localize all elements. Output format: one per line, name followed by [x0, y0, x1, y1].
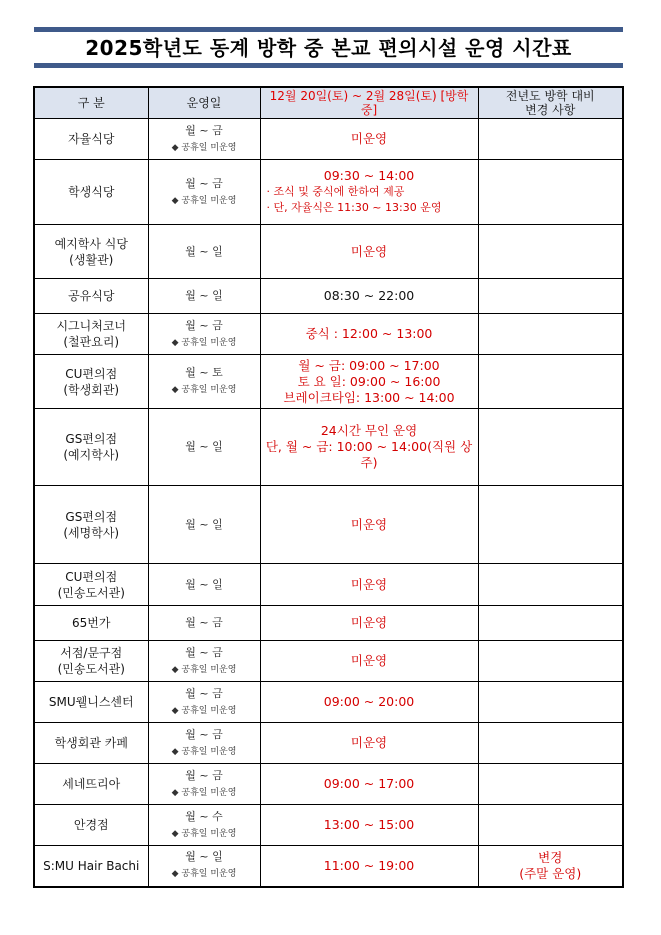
- operating-days: 월 ~ 금 ◆ 공휴일 미운영: [148, 764, 260, 805]
- hours-cell: 09:00 ~ 17:00: [260, 764, 478, 805]
- operating-days: 월 ~ 일: [148, 564, 260, 606]
- operating-days: 월 ~ 금 ◆ 공휴일 미운영: [148, 314, 260, 355]
- facility-name: GS편의점 (예지학사): [34, 409, 148, 486]
- operating-days: 월 ~ 금: [148, 606, 260, 641]
- table-row: [34, 279, 623, 314]
- hours-cell: 미운영: [260, 723, 478, 764]
- change-cell: [478, 119, 623, 160]
- change-cell: [478, 606, 623, 641]
- hours-cell: 미운영: [260, 225, 478, 279]
- facility-name: 학생회관 카페: [34, 723, 148, 764]
- change-cell: [478, 564, 623, 606]
- change-cell: [478, 846, 623, 887]
- facility-name: S:MU Hair Bachi: [34, 846, 148, 887]
- change-cell: [478, 682, 623, 723]
- page-title: 2025학년도 동계 방학 중 본교 편의시설 운영 시간표: [85, 36, 572, 60]
- table-row: [34, 355, 623, 409]
- hours-cell: 미운영: [260, 641, 478, 682]
- change-label: 변경: [538, 849, 563, 865]
- diamond-icon: ◆: [171, 385, 179, 395]
- change-detail: (주말 운영): [519, 865, 582, 881]
- table-row: [34, 641, 623, 682]
- change-cell: [478, 723, 623, 764]
- header-category: 구 분: [34, 87, 148, 119]
- facility-name: 65번가: [34, 606, 148, 641]
- table-row: [34, 805, 623, 846]
- table-row: [34, 682, 623, 723]
- table-row: [34, 723, 623, 764]
- facility-name: 학생식당: [34, 160, 148, 225]
- schedule-table: [33, 86, 624, 888]
- change-cell: [478, 805, 623, 846]
- operating-days: 월 ~ 일: [148, 225, 260, 279]
- change-cell: [478, 355, 623, 409]
- hours-cell: 09:30 ~ 14:00 · 조식 및 중식에 한하여 제공 · 단, 자율식은 11:30 ~ 13:30 운영: [260, 160, 478, 225]
- hours-cell: 미운영: [260, 486, 478, 564]
- table-row: [34, 606, 623, 641]
- facility-name: 서점/문구점 (민송도서관): [34, 641, 148, 682]
- facility-name: CU편의점 (민송도서관): [34, 564, 148, 606]
- operating-days: 월 ~ 일: [148, 409, 260, 486]
- table-row: [34, 409, 623, 486]
- hours-cell: 월 ~ 금: 09:00 ~ 17:00 토 요 일: 09:00 ~ 16:00 브레이크타임: 13:00 ~ 14:00: [260, 355, 478, 409]
- table-row: [34, 764, 623, 805]
- hours-cell: 24시간 무인 운영 단, 월 ~ 금: 10:00 ~ 14:00(직원 상주): [260, 409, 478, 486]
- operating-days: 월 ~ 일: [148, 486, 260, 564]
- operating-days: 월 ~ 수 ◆ 공휴일 미운영: [148, 805, 260, 846]
- hours-cell: 미운영: [260, 119, 478, 160]
- facility-name: 공유식당: [34, 279, 148, 314]
- diamond-icon: ◆: [171, 664, 179, 675]
- operating-days: 월 ~ 금 ◆ 공휴일 미운영: [148, 119, 260, 160]
- change-cell: [478, 409, 623, 486]
- header-row: [34, 87, 623, 119]
- facility-name: 시그니처코너 (철판요리): [34, 314, 148, 355]
- change-cell: [478, 279, 623, 314]
- hours-cell: 11:00 ~ 19:00: [260, 846, 478, 887]
- header-days: 운영일: [148, 87, 260, 119]
- title-bar-bottom: [34, 63, 623, 68]
- operating-days: 월 ~ 토 ◆ 공휴일 미운영: [148, 355, 260, 409]
- facility-name: SMU웰니스센터: [34, 682, 148, 723]
- hours-cell: 미운영: [260, 564, 478, 606]
- diamond-icon: ◆: [171, 787, 179, 798]
- hours-cell: 08:30 ~ 22:00: [260, 279, 478, 314]
- table-row: [34, 160, 623, 225]
- operating-days: 월 ~ 일 ◆ 공휴일 미운영: [148, 846, 260, 887]
- hours-cell: 13:00 ~ 15:00: [260, 805, 478, 846]
- diamond-icon: ◆: [171, 746, 179, 757]
- facility-name: 세네뜨리아: [34, 764, 148, 805]
- table-row: [34, 846, 623, 887]
- change-cell: [478, 641, 623, 682]
- title-banner: [34, 27, 623, 68]
- facility-name: 안경점: [34, 805, 148, 846]
- hours-cell: 미운영: [260, 606, 478, 641]
- operating-days: 월 ~ 일: [148, 279, 260, 314]
- header-change-line1: 전년도 방학 대비: [505, 89, 595, 103]
- diamond-icon: ◆: [171, 337, 179, 348]
- table-row: [34, 225, 623, 279]
- change-cell: [478, 160, 623, 225]
- header-change-line2: 변경 사항: [525, 103, 576, 117]
- change-cell: [478, 225, 623, 279]
- operating-days: 월 ~ 금 ◆ 공휴일 미운영: [148, 682, 260, 723]
- hours-cell: 중식 : 12:00 ~ 13:00: [260, 314, 478, 355]
- facility-name: GS편의점 (세명학사): [34, 486, 148, 564]
- diamond-icon: ◆: [171, 705, 179, 716]
- header-change: [478, 87, 623, 119]
- change-cell: [478, 314, 623, 355]
- facility-name: CU편의점 (학생회관): [34, 355, 148, 409]
- change-cell: [478, 764, 623, 805]
- table-row: [34, 486, 623, 564]
- header-period: 12월 20일(토) ~ 2월 28일(토) [방학 중]: [260, 87, 478, 119]
- title-bar-top: [34, 27, 623, 32]
- diamond-icon: ◆: [171, 869, 179, 880]
- diamond-icon: ◆: [171, 828, 179, 839]
- diamond-icon: ◆: [171, 142, 179, 153]
- facility-name: 예지학사 식당 (생활관): [34, 225, 148, 279]
- operating-days: 월 ~ 금 ◆ 공휴일 미운영: [148, 723, 260, 764]
- operating-days: 월 ~ 금 ◆ 공휴일 미운영: [148, 641, 260, 682]
- table-row: [34, 119, 623, 160]
- table-row: [34, 314, 623, 355]
- change-cell: [478, 486, 623, 564]
- table-row: [34, 564, 623, 606]
- facility-name: 자율식당: [34, 119, 148, 160]
- diamond-icon: ◆: [171, 195, 179, 206]
- hours-cell: 09:00 ~ 20:00: [260, 682, 478, 723]
- operating-days: 월 ~ 금 ◆ 공휴일 미운영: [148, 160, 260, 225]
